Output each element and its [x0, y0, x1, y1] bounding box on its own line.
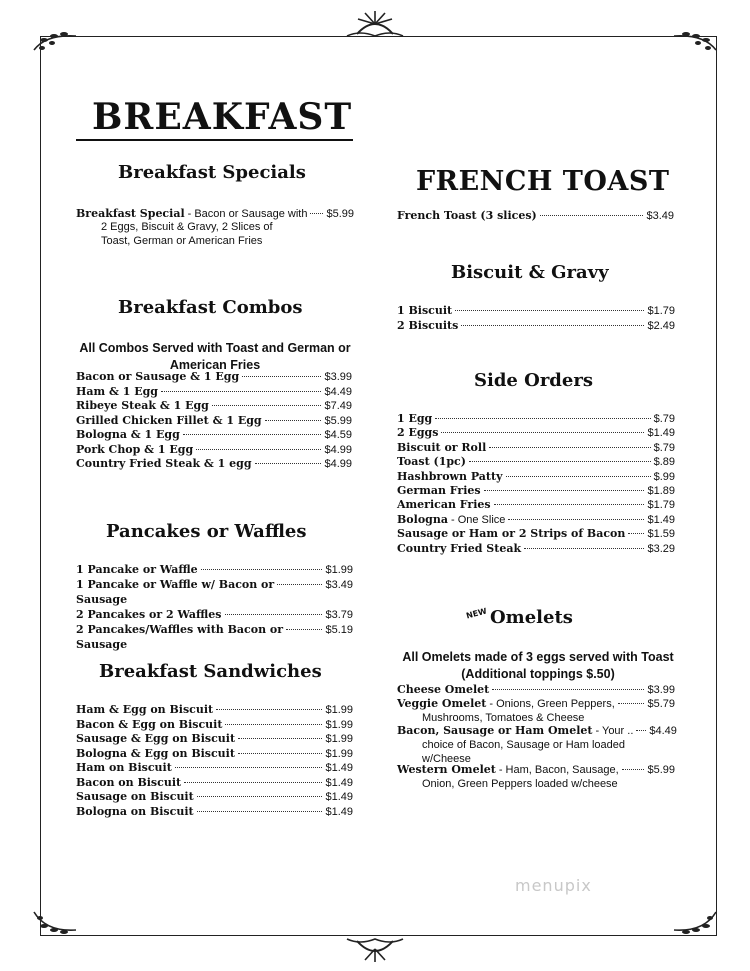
item-price: $1.99 — [325, 747, 353, 760]
item-desc: - One Slice — [450, 513, 506, 526]
dot-leader — [286, 629, 322, 630]
dot-leader — [175, 767, 323, 768]
item-price: $4.49 — [649, 725, 677, 737]
floral-corner-top-left-icon — [30, 28, 78, 58]
dot-leader — [508, 519, 644, 520]
floral-corner-bottom-left-icon — [30, 906, 78, 940]
item-name: Ribeye Steak & 1 Egg — [76, 399, 209, 412]
item-name: Grilled Chicken Fillet & 1 Egg — [76, 413, 262, 427]
dot-leader — [540, 215, 644, 216]
sun-ornament-top-icon — [345, 8, 405, 40]
pancake-item — [76, 623, 353, 637]
dot-leader — [238, 738, 322, 739]
combo-item — [76, 414, 352, 428]
item-price: $4.49 — [324, 385, 352, 398]
item-price: $.89 — [653, 456, 675, 469]
dot-leader — [277, 584, 322, 585]
item-name: Bologna — [397, 512, 448, 526]
side-order-item — [397, 412, 675, 426]
item-name: Ham & 1 Egg — [76, 384, 159, 398]
combo-item — [76, 428, 352, 442]
western-omelet-item — [397, 763, 675, 777]
omelets-heading: Omelets — [490, 607, 573, 628]
dot-leader — [455, 310, 644, 311]
combo-item — [76, 443, 352, 457]
item-desc: - Onions, Green Peppers, — [489, 698, 615, 710]
menupix-watermark: menupix — [515, 876, 592, 895]
dot-leader — [265, 420, 322, 421]
item-price: $3.99 — [324, 371, 352, 383]
item-price: $4.59 — [324, 429, 352, 441]
item-name: Bologna & 1 Egg — [76, 428, 180, 441]
sandwich-item — [76, 790, 353, 804]
combos-note: All Combos Served with Toast and German or American Fries — [79, 341, 351, 372]
item-price: $.79 — [653, 441, 675, 454]
item-price: $2.49 — [647, 320, 675, 332]
dot-leader — [524, 548, 644, 549]
item-name: Bacon & Egg on Biscuit — [76, 717, 223, 731]
biscuit-item — [397, 319, 675, 333]
dot-leader — [636, 730, 646, 731]
floral-corner-bottom-right-icon — [672, 906, 720, 940]
item-price: $1.99 — [325, 718, 353, 731]
desc-line: choice of Bacon, Sausage or Ham loaded — [422, 739, 626, 751]
item-price: $1.99 — [325, 733, 353, 745]
dot-leader — [628, 533, 644, 534]
dot-leader — [494, 504, 645, 505]
side-order-item — [397, 527, 675, 541]
dot-leader — [238, 753, 323, 754]
item-name: Pork Chop & 1 Egg — [76, 442, 194, 456]
item-name: Bacon on Biscuit — [76, 775, 182, 789]
breakfast-combos-heading: Breakfast Combos — [118, 297, 303, 318]
item-price: $4.99 — [324, 458, 352, 470]
item-name-cont: Sausage — [76, 638, 128, 651]
item-price: $1.99 — [325, 564, 353, 576]
omelets-note-line: All Omelets made of 3 eggs served with Toast — [402, 650, 674, 664]
desc-line: Toast, German or American Fries — [101, 235, 263, 247]
biscuit-gravy-heading: Biscuit & Gravy — [451, 262, 609, 283]
item-price: $1.99 — [325, 704, 353, 716]
sun-ornament-bottom-icon — [345, 935, 405, 965]
sandwich-item — [76, 732, 353, 746]
floral-corner-top-right-icon — [672, 28, 720, 58]
item-name: Bacon or Sausage & 1 Egg — [76, 370, 240, 383]
item-name: Bacon, Sausage or Ham Omelet — [397, 724, 593, 737]
item-price: $1.49 — [325, 762, 353, 774]
french-toast-heading: FRENCH TOAST — [416, 166, 670, 197]
veggie-omelet-item — [397, 697, 675, 711]
item-price: $3.49 — [646, 210, 674, 222]
item-price: $3.29 — [647, 542, 675, 555]
meat-omelet-item — [397, 724, 675, 738]
dot-leader — [184, 782, 322, 783]
item-name: Toast (1pc) — [397, 455, 466, 469]
item-price: $5.19 — [325, 624, 353, 636]
dot-leader — [506, 476, 651, 477]
item-price: $3.49 — [325, 579, 353, 591]
dot-leader — [255, 463, 322, 464]
item-name: Country Fried Steak & 1 egg — [76, 457, 252, 470]
item-price: $1.49 — [325, 791, 353, 803]
item-name: Ham on Biscuit — [76, 761, 172, 774]
pancake-item — [76, 563, 353, 577]
item-name: Bologna on Biscuit — [76, 804, 194, 818]
sandwich-item — [76, 718, 353, 732]
breakfast-special-item — [76, 207, 354, 221]
dot-leader — [212, 405, 322, 406]
sandwich-item — [76, 761, 353, 775]
dot-leader — [492, 689, 644, 690]
side-order-item — [397, 470, 675, 484]
item-price: $1.49 — [325, 805, 353, 818]
item-name: 1 Egg — [397, 412, 433, 425]
french-toast-item — [397, 209, 674, 223]
item-name: Sausage & Egg on Biscuit — [76, 732, 236, 745]
new-badge: NEW — [465, 606, 488, 621]
dot-leader — [201, 569, 323, 570]
item-desc: - Ham, Bacon, Sausage, — [498, 764, 619, 776]
dot-leader — [197, 796, 323, 797]
item-name: Cheese Omelet — [397, 683, 490, 696]
item-name: German Fries — [397, 484, 481, 497]
pancake-item — [76, 578, 353, 592]
dot-leader — [216, 709, 322, 710]
omelets-note-line: (Additional toppings $.50) — [461, 667, 615, 681]
sandwich-item — [76, 805, 353, 819]
side-order-item — [397, 498, 675, 512]
pancakes-heading: Pancakes or Waffles — [106, 521, 307, 542]
item-name: 2 Eggs — [397, 426, 439, 440]
side-order-item — [397, 441, 675, 455]
item-name: French Toast (3 slices) — [397, 209, 537, 222]
page-title: BREAKFAST — [92, 96, 353, 138]
omelets-note — [397, 649, 679, 683]
desc-line: Onion, Green Peppers loaded w/cheese — [422, 778, 618, 790]
western-omelet-cont — [422, 777, 618, 791]
item-name: 1 Biscuit — [397, 304, 453, 317]
side-order-item — [397, 513, 675, 527]
item-name: Sausage or Ham or 2 Strips of Bacon — [397, 527, 626, 541]
item-name: Country Fried Steak — [397, 541, 522, 555]
item-price: $1.49 — [325, 776, 353, 789]
item-name: Sausage on Biscuit — [76, 790, 194, 803]
side-order-item — [397, 455, 675, 469]
item-price: $1.59 — [647, 528, 675, 541]
combo-item — [76, 370, 352, 384]
desc-line: w/Cheese — [422, 753, 471, 765]
sandwich-item — [76, 747, 353, 761]
item-name: American Fries — [397, 498, 491, 512]
dot-leader — [197, 811, 323, 812]
item-price: $3.79 — [325, 609, 353, 621]
dot-leader — [622, 769, 645, 770]
item-price: $.99 — [653, 470, 675, 483]
item-price: $5.79 — [647, 698, 675, 710]
item-name-cont: Sausage — [76, 593, 128, 606]
dot-leader — [225, 614, 323, 615]
item-name: Hashbrown Patty — [397, 469, 503, 483]
item-price: $1.49 — [647, 427, 675, 440]
combo-item — [76, 457, 352, 471]
item-name: Biscuit or Roll — [397, 440, 487, 454]
desc-line: Mushrooms, Tomatoes & Cheese — [422, 712, 585, 724]
item-price: $1.79 — [647, 499, 675, 512]
dot-leader — [489, 447, 650, 448]
item-name: 1 Pancake or Waffle w/ Bacon or — [76, 578, 275, 591]
breakfast-specials-heading: Breakfast Specials — [118, 162, 306, 183]
biscuit-item — [397, 304, 675, 318]
sandwiches-heading: Breakfast Sandwiches — [99, 661, 322, 682]
item-name: 1 Pancake or Waffle — [76, 563, 198, 576]
item-name: 2 Pancakes or 2 Waffles — [76, 608, 222, 621]
item-desc: - Your .. — [595, 725, 634, 737]
item-name: 2 Biscuits — [397, 319, 459, 332]
dot-leader — [161, 391, 321, 392]
item-desc: - Bacon or Sausage with — [187, 208, 308, 220]
side-orders-heading: Side Orders — [474, 370, 593, 391]
meat-omelet-cont — [422, 738, 625, 766]
item-price: $1.49 — [647, 513, 675, 526]
dot-leader — [461, 325, 644, 326]
dot-leader — [183, 434, 322, 435]
cheese-omelet-item — [397, 683, 675, 697]
item-price: $5.99 — [647, 764, 675, 776]
item-name: Veggie Omelet — [397, 697, 487, 710]
dot-leader — [225, 724, 322, 725]
item-price: $3.99 — [647, 684, 675, 696]
item-name: 2 Pancakes/Waffles with Bacon or — [76, 623, 284, 636]
dot-leader — [196, 449, 321, 450]
dot-leader — [242, 376, 321, 377]
breakfast-special-desc-cont — [101, 220, 273, 248]
item-price: $1.79 — [647, 305, 675, 317]
pancake-item-cont — [76, 593, 127, 607]
dot-leader — [484, 490, 645, 491]
side-order-item — [397, 542, 675, 556]
sandwich-item — [76, 776, 353, 790]
dot-leader — [469, 461, 651, 462]
desc-line: 2 Eggs, Biscuit & Gravy, 2 Slices of — [101, 221, 273, 233]
pancake-item-cont — [76, 638, 127, 652]
side-order-item — [397, 484, 675, 498]
item-price: $5.99 — [326, 208, 354, 220]
item-price: $1.89 — [647, 485, 675, 497]
combo-item — [76, 385, 352, 399]
dot-leader — [310, 213, 323, 214]
dot-leader — [618, 703, 645, 704]
sandwich-item — [76, 703, 353, 717]
item-name: Western Omelet — [397, 763, 496, 776]
side-order-item — [397, 426, 675, 440]
veggie-omelet-cont — [422, 711, 584, 725]
pancake-item — [76, 608, 353, 622]
item-price: $5.99 — [324, 414, 352, 427]
dot-leader — [435, 418, 650, 419]
title-underline — [76, 139, 353, 141]
dot-leader — [441, 432, 644, 433]
item-price: $.79 — [653, 413, 675, 425]
combo-item — [76, 399, 352, 413]
item-price: $7.49 — [324, 400, 352, 412]
item-name: Ham & Egg on Biscuit — [76, 703, 214, 716]
item-name: Bologna & Egg on Biscuit — [76, 746, 235, 760]
item-name: Breakfast Special — [76, 207, 185, 220]
item-price: $4.99 — [324, 443, 352, 456]
